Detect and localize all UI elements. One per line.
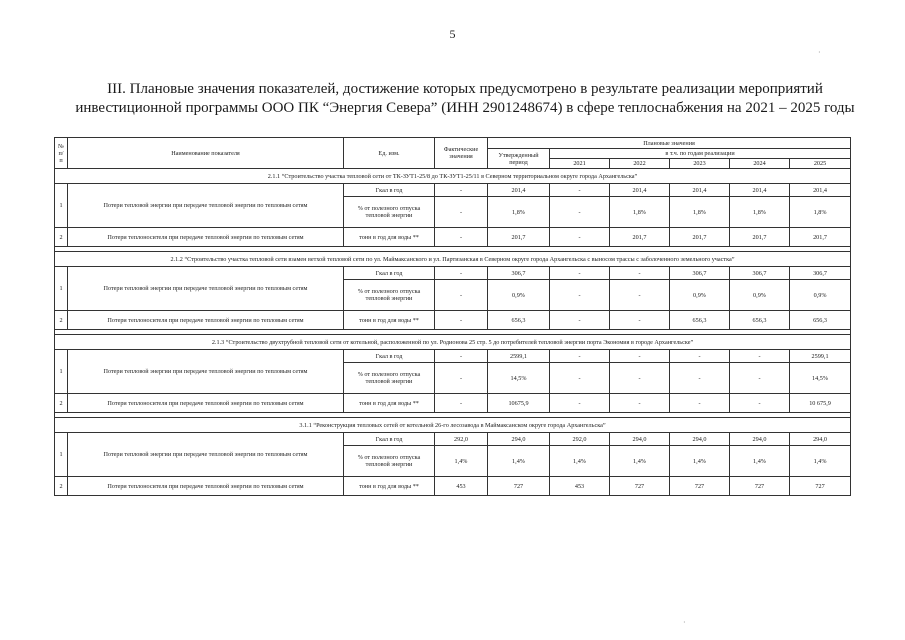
page-title	[70, 80, 860, 118]
actual-cell: -	[435, 350, 488, 363]
year-value-cell: 201,7	[730, 228, 790, 247]
year-value-cell: -	[730, 394, 790, 413]
actual-cell: -	[435, 363, 488, 394]
year-value-cell: 1,8%	[670, 197, 730, 228]
year-value-cell: 294,0	[730, 433, 790, 446]
year-value-cell: -	[550, 311, 610, 330]
section-title: 3.1.1 “Реконструкция тепловых сетей от котельной 26-го лесозавода в Маймаксанском округе города Архангельска”	[55, 418, 851, 433]
year-value-cell: -	[610, 363, 670, 394]
year-value-cell: 201,4	[790, 184, 851, 197]
title-line-2: инвестиционной программы ООО ПК “Энергия Севера” (ИНН 2901248674) в сфере теплоснабжения на 2021 – 2025 годы	[75, 100, 855, 116]
year-value-cell: 453	[550, 477, 610, 496]
year-value-cell: 1,4%	[790, 446, 851, 477]
approved-cell: 294,0	[488, 433, 550, 446]
row-num: 2	[55, 228, 68, 247]
year-value-cell: -	[550, 363, 610, 394]
unit-cell: тонн в год для воды **	[344, 394, 435, 413]
year-value-cell: -	[610, 394, 670, 413]
year-value-cell: 0,9%	[730, 280, 790, 311]
indicator-name: Потери теплоносителя при передаче тепловой энергии по тепловым сетям	[68, 311, 344, 330]
approved-cell: 306,7	[488, 267, 550, 280]
year-value-cell: 201,4	[610, 184, 670, 197]
indicator-name: Потери теплоносителя при передаче тепловой энергии по тепловым сетям	[68, 228, 344, 247]
unit-cell: Гкал в год	[344, 184, 435, 197]
unit-cell: % от полезного отпуска тепловой энергии	[344, 197, 435, 228]
row-num: 1	[55, 267, 68, 311]
header-year: 2025	[790, 159, 851, 169]
year-value-cell: 201,7	[670, 228, 730, 247]
year-value-cell: 727	[610, 477, 670, 496]
year-value-cell: -	[670, 394, 730, 413]
header-name: Наименование показателя	[68, 138, 344, 169]
year-value-cell: -	[550, 350, 610, 363]
table-row	[55, 350, 851, 363]
year-value-cell: 306,7	[730, 267, 790, 280]
year-value-cell: -	[730, 363, 790, 394]
actual-cell: -	[435, 267, 488, 280]
year-value-cell: 306,7	[670, 267, 730, 280]
year-value-cell: 656,3	[670, 311, 730, 330]
year-value-cell: 201,7	[790, 228, 851, 247]
indicator-name: Потери теплоносителя при передаче тепловой энергии по тепловым сетям	[68, 477, 344, 496]
approved-cell: 0,9%	[488, 280, 550, 311]
year-value-cell: 10 675,9	[790, 394, 851, 413]
actual-cell: -	[435, 184, 488, 197]
year-value-cell: -	[550, 394, 610, 413]
table-row	[55, 433, 851, 446]
actual-cell: -	[435, 280, 488, 311]
row-num: 1	[55, 350, 68, 394]
section-row	[55, 252, 851, 267]
year-value-cell: 727	[670, 477, 730, 496]
approved-cell: 1,8%	[488, 197, 550, 228]
row-num: 2	[55, 394, 68, 413]
year-value-cell: 1,4%	[670, 446, 730, 477]
indicator-name: Потери теплоносителя при передаче тепловой энергии по тепловым сетям	[68, 394, 344, 413]
year-value-cell: -	[550, 267, 610, 280]
year-value-cell: 1,4%	[610, 446, 670, 477]
section-title: 2.1.3 “Строительство двухтрубной тепловой сети от котельной, расположенной по ул. Родионова 25 стр. 5 до потребителей тепловой энергии порта Экономия в городе Архангельске”	[55, 335, 851, 350]
unit-cell: Гкал в год	[344, 433, 435, 446]
table-row	[55, 267, 851, 280]
row-num: 1	[55, 184, 68, 228]
unit-cell: % от полезного отпуска тепловой энергии	[344, 446, 435, 477]
table-row	[55, 394, 851, 413]
approved-cell: 10675,9	[488, 394, 550, 413]
actual-cell: 1,4%	[435, 446, 488, 477]
header-year: 2021	[550, 159, 610, 169]
indicator-name: Потери тепловой энергии при передаче тепловой энергии по тепловым сетям	[68, 350, 344, 394]
year-value-cell: 201,7	[610, 228, 670, 247]
year-value-cell: 201,4	[730, 184, 790, 197]
year-value-cell: 201,4	[670, 184, 730, 197]
actual-cell: 453	[435, 477, 488, 496]
year-value-cell: 1,8%	[730, 197, 790, 228]
approved-cell: 656,3	[488, 311, 550, 330]
table-row	[55, 477, 851, 496]
year-value-cell: 1,4%	[730, 446, 790, 477]
actual-cell: -	[435, 228, 488, 247]
header-num: № п/п	[55, 138, 68, 169]
year-value-cell: 1,8%	[790, 197, 851, 228]
year-value-cell: -	[610, 280, 670, 311]
indicator-name: Потери тепловой энергии при передаче тепловой энергии по тепловым сетям	[68, 433, 344, 477]
year-value-cell: -	[610, 267, 670, 280]
year-value-cell: 292,0	[550, 433, 610, 446]
title-line-1: III. Плановые значения показателей, достижение которых предусмотрено в результате реализации мероприятий	[107, 81, 823, 97]
year-value-cell: 1,8%	[610, 197, 670, 228]
row-num: 1	[55, 433, 68, 477]
row-num: 2	[55, 477, 68, 496]
unit-cell: Гкал в год	[344, 267, 435, 280]
header-actual: Фактические значения	[435, 138, 488, 169]
year-value-cell: -	[550, 197, 610, 228]
unit-cell: % от полезного отпуска тепловой энергии	[344, 280, 435, 311]
unit-cell: % от полезного отпуска тепловой энергии	[344, 363, 435, 394]
unit-cell: тонн в год для воды **	[344, 228, 435, 247]
indicator-name: Потери тепловой энергии при передаче тепловой энергии по тепловым сетям	[68, 267, 344, 311]
year-value-cell: -	[550, 228, 610, 247]
approved-cell: 727	[488, 477, 550, 496]
year-value-cell: 294,0	[610, 433, 670, 446]
year-value-cell: 0,9%	[670, 280, 730, 311]
year-value-cell: 294,0	[670, 433, 730, 446]
page-number: 5	[449, 27, 456, 41]
approved-cell: 2599,1	[488, 350, 550, 363]
approved-cell: 1,4%	[488, 446, 550, 477]
year-value-cell: 727	[730, 477, 790, 496]
year-value-cell: -	[550, 184, 610, 197]
header-by-year: в т.ч. по годам реализации	[550, 149, 851, 159]
scan-speck: ·	[683, 618, 686, 627]
approved-cell: 14,5%	[488, 363, 550, 394]
table-row	[55, 228, 851, 247]
actual-cell: -	[435, 197, 488, 228]
year-value-cell: 656,3	[790, 311, 851, 330]
section-title: 2.1.2 “Строительство участка тепловой сети взамен ветхой тепловой сети по ул. Маймаксанского и ул. Партизанская в Северном округе города Архангельска с выносом трассы с заболоченного земельного участка”	[55, 252, 851, 267]
row-num: 2	[55, 311, 68, 330]
year-value-cell: -	[670, 363, 730, 394]
unit-cell: тонн в год для воды **	[344, 477, 435, 496]
year-value-cell: -	[670, 350, 730, 363]
header-unit: Ед. изм.	[344, 138, 435, 169]
actual-cell: -	[435, 394, 488, 413]
header-planned: Плановые значения	[488, 138, 851, 149]
table-row	[55, 311, 851, 330]
year-value-cell: -	[610, 311, 670, 330]
actual-cell: -	[435, 311, 488, 330]
section-row	[55, 335, 851, 350]
year-value-cell: 0,9%	[790, 280, 851, 311]
year-value-cell: 727	[790, 477, 851, 496]
year-value-cell: 306,7	[790, 267, 851, 280]
indicator-name: Потери тепловой энергии при передаче тепловой энергии по тепловым сетям	[68, 184, 344, 228]
scan-speck: ·	[818, 48, 821, 57]
indicators-table	[54, 137, 851, 496]
header-year: 2024	[730, 159, 790, 169]
section-title: 2.1.1 “Строительство участка тепловой сети от ТК-ЗУТ1-25/8 до ТК-ЗУТ1-25/11 в Северном территориальном округе города Архангельска”	[55, 169, 851, 184]
actual-cell: 292,0	[435, 433, 488, 446]
unit-cell: Гкал в год	[344, 350, 435, 363]
header-approved: Утвержденный период	[488, 149, 550, 169]
section-row	[55, 418, 851, 433]
unit-cell: тонн в год для воды **	[344, 311, 435, 330]
year-value-cell: 2599,1	[790, 350, 851, 363]
table-row	[55, 184, 851, 197]
year-value-cell: -	[610, 350, 670, 363]
year-value-cell: 1,4%	[550, 446, 610, 477]
year-value-cell: -	[550, 280, 610, 311]
section-row	[55, 169, 851, 184]
year-value-cell: 294,0	[790, 433, 851, 446]
header-year: 2022	[610, 159, 670, 169]
approved-cell: 201,4	[488, 184, 550, 197]
approved-cell: 201,7	[488, 228, 550, 247]
year-value-cell: -	[730, 350, 790, 363]
header-year: 2023	[670, 159, 730, 169]
year-value-cell: 14,5%	[790, 363, 851, 394]
year-value-cell: 656,3	[730, 311, 790, 330]
